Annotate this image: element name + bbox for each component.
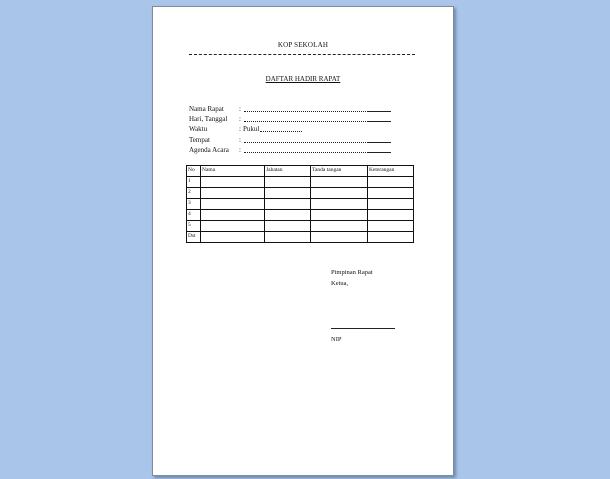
table-cell bbox=[311, 199, 368, 210]
field-line-tempat bbox=[244, 142, 368, 143]
table-cell bbox=[201, 199, 265, 210]
table-cell bbox=[311, 232, 368, 243]
document-page bbox=[152, 6, 454, 476]
table-row bbox=[187, 210, 414, 221]
document-title: DAFTAR HADIR RAPAT bbox=[265, 75, 341, 83]
field-line-end bbox=[368, 152, 391, 153]
table-cell bbox=[265, 188, 311, 199]
table-row bbox=[187, 232, 414, 243]
field-label-waktu: Waktu bbox=[189, 125, 208, 133]
table-cell bbox=[265, 221, 311, 232]
field-label-agenda-acara: Agenda Acara bbox=[189, 146, 229, 154]
field-line-hari-tanggal bbox=[244, 121, 368, 122]
signature-role: Ketua, bbox=[331, 280, 349, 287]
row-number: 5 bbox=[187, 221, 201, 232]
table-cell bbox=[368, 188, 414, 199]
field-colon: : bbox=[239, 136, 241, 144]
table-row bbox=[187, 199, 414, 210]
table-cell bbox=[368, 221, 414, 232]
signature-title: Pimpinan Rapat bbox=[331, 269, 373, 276]
attendance-table bbox=[186, 165, 414, 243]
column-header-nama: Nama bbox=[201, 166, 265, 177]
table-cell bbox=[311, 188, 368, 199]
signature-nip: NIP bbox=[331, 336, 342, 343]
table-cell bbox=[311, 221, 368, 232]
table-cell bbox=[311, 177, 368, 188]
field-label-nama-rapat: Nama Rapat bbox=[189, 105, 224, 113]
signature-line bbox=[331, 328, 395, 329]
field-colon: : bbox=[239, 115, 241, 123]
table-cell bbox=[201, 221, 265, 232]
row-number: 4 bbox=[187, 210, 201, 221]
table-cell bbox=[265, 177, 311, 188]
column-header-jabatan: Jabatan bbox=[265, 166, 311, 177]
table-row bbox=[187, 177, 414, 188]
row-number: 1 bbox=[187, 177, 201, 188]
table-cell bbox=[201, 210, 265, 221]
table-row bbox=[187, 188, 414, 199]
table-cell bbox=[201, 177, 265, 188]
field-colon: : bbox=[239, 146, 241, 154]
row-number: 3 bbox=[187, 199, 201, 210]
table-row bbox=[187, 221, 414, 232]
field-label-hari-tanggal: Hari, Tanggal bbox=[189, 115, 228, 123]
field-line-agenda-acara bbox=[244, 152, 368, 153]
table-cell bbox=[201, 232, 265, 243]
field-line-end bbox=[368, 121, 391, 122]
field-colon: : bbox=[239, 105, 241, 113]
table-cell bbox=[368, 232, 414, 243]
column-header-no: No bbox=[187, 166, 201, 177]
table-cell bbox=[265, 199, 311, 210]
table-cell bbox=[201, 188, 265, 199]
field-line-nama-rapat bbox=[244, 111, 368, 112]
row-number: 2 bbox=[187, 188, 201, 199]
field-line-waktu bbox=[260, 131, 302, 132]
table-cell bbox=[311, 210, 368, 221]
column-header-tanda-tangan: Tanda tangan bbox=[311, 166, 368, 177]
table-cell bbox=[368, 199, 414, 210]
letterhead-text: KOP SEKOLAH bbox=[277, 41, 329, 49]
row-number: Dst bbox=[187, 232, 201, 243]
field-value-pukul: Pukul bbox=[243, 125, 260, 133]
field-label-tempat: Tempat bbox=[189, 136, 210, 144]
field-line-end bbox=[368, 111, 391, 112]
table-cell bbox=[265, 232, 311, 243]
table-cell bbox=[368, 177, 414, 188]
field-line-end bbox=[368, 142, 391, 143]
table-header-row bbox=[187, 166, 414, 177]
column-header-keterangan: Keterangan bbox=[368, 166, 414, 177]
field-colon: : bbox=[239, 125, 241, 133]
table-cell bbox=[368, 210, 414, 221]
letterhead-rule bbox=[189, 54, 415, 55]
table-cell bbox=[265, 210, 311, 221]
